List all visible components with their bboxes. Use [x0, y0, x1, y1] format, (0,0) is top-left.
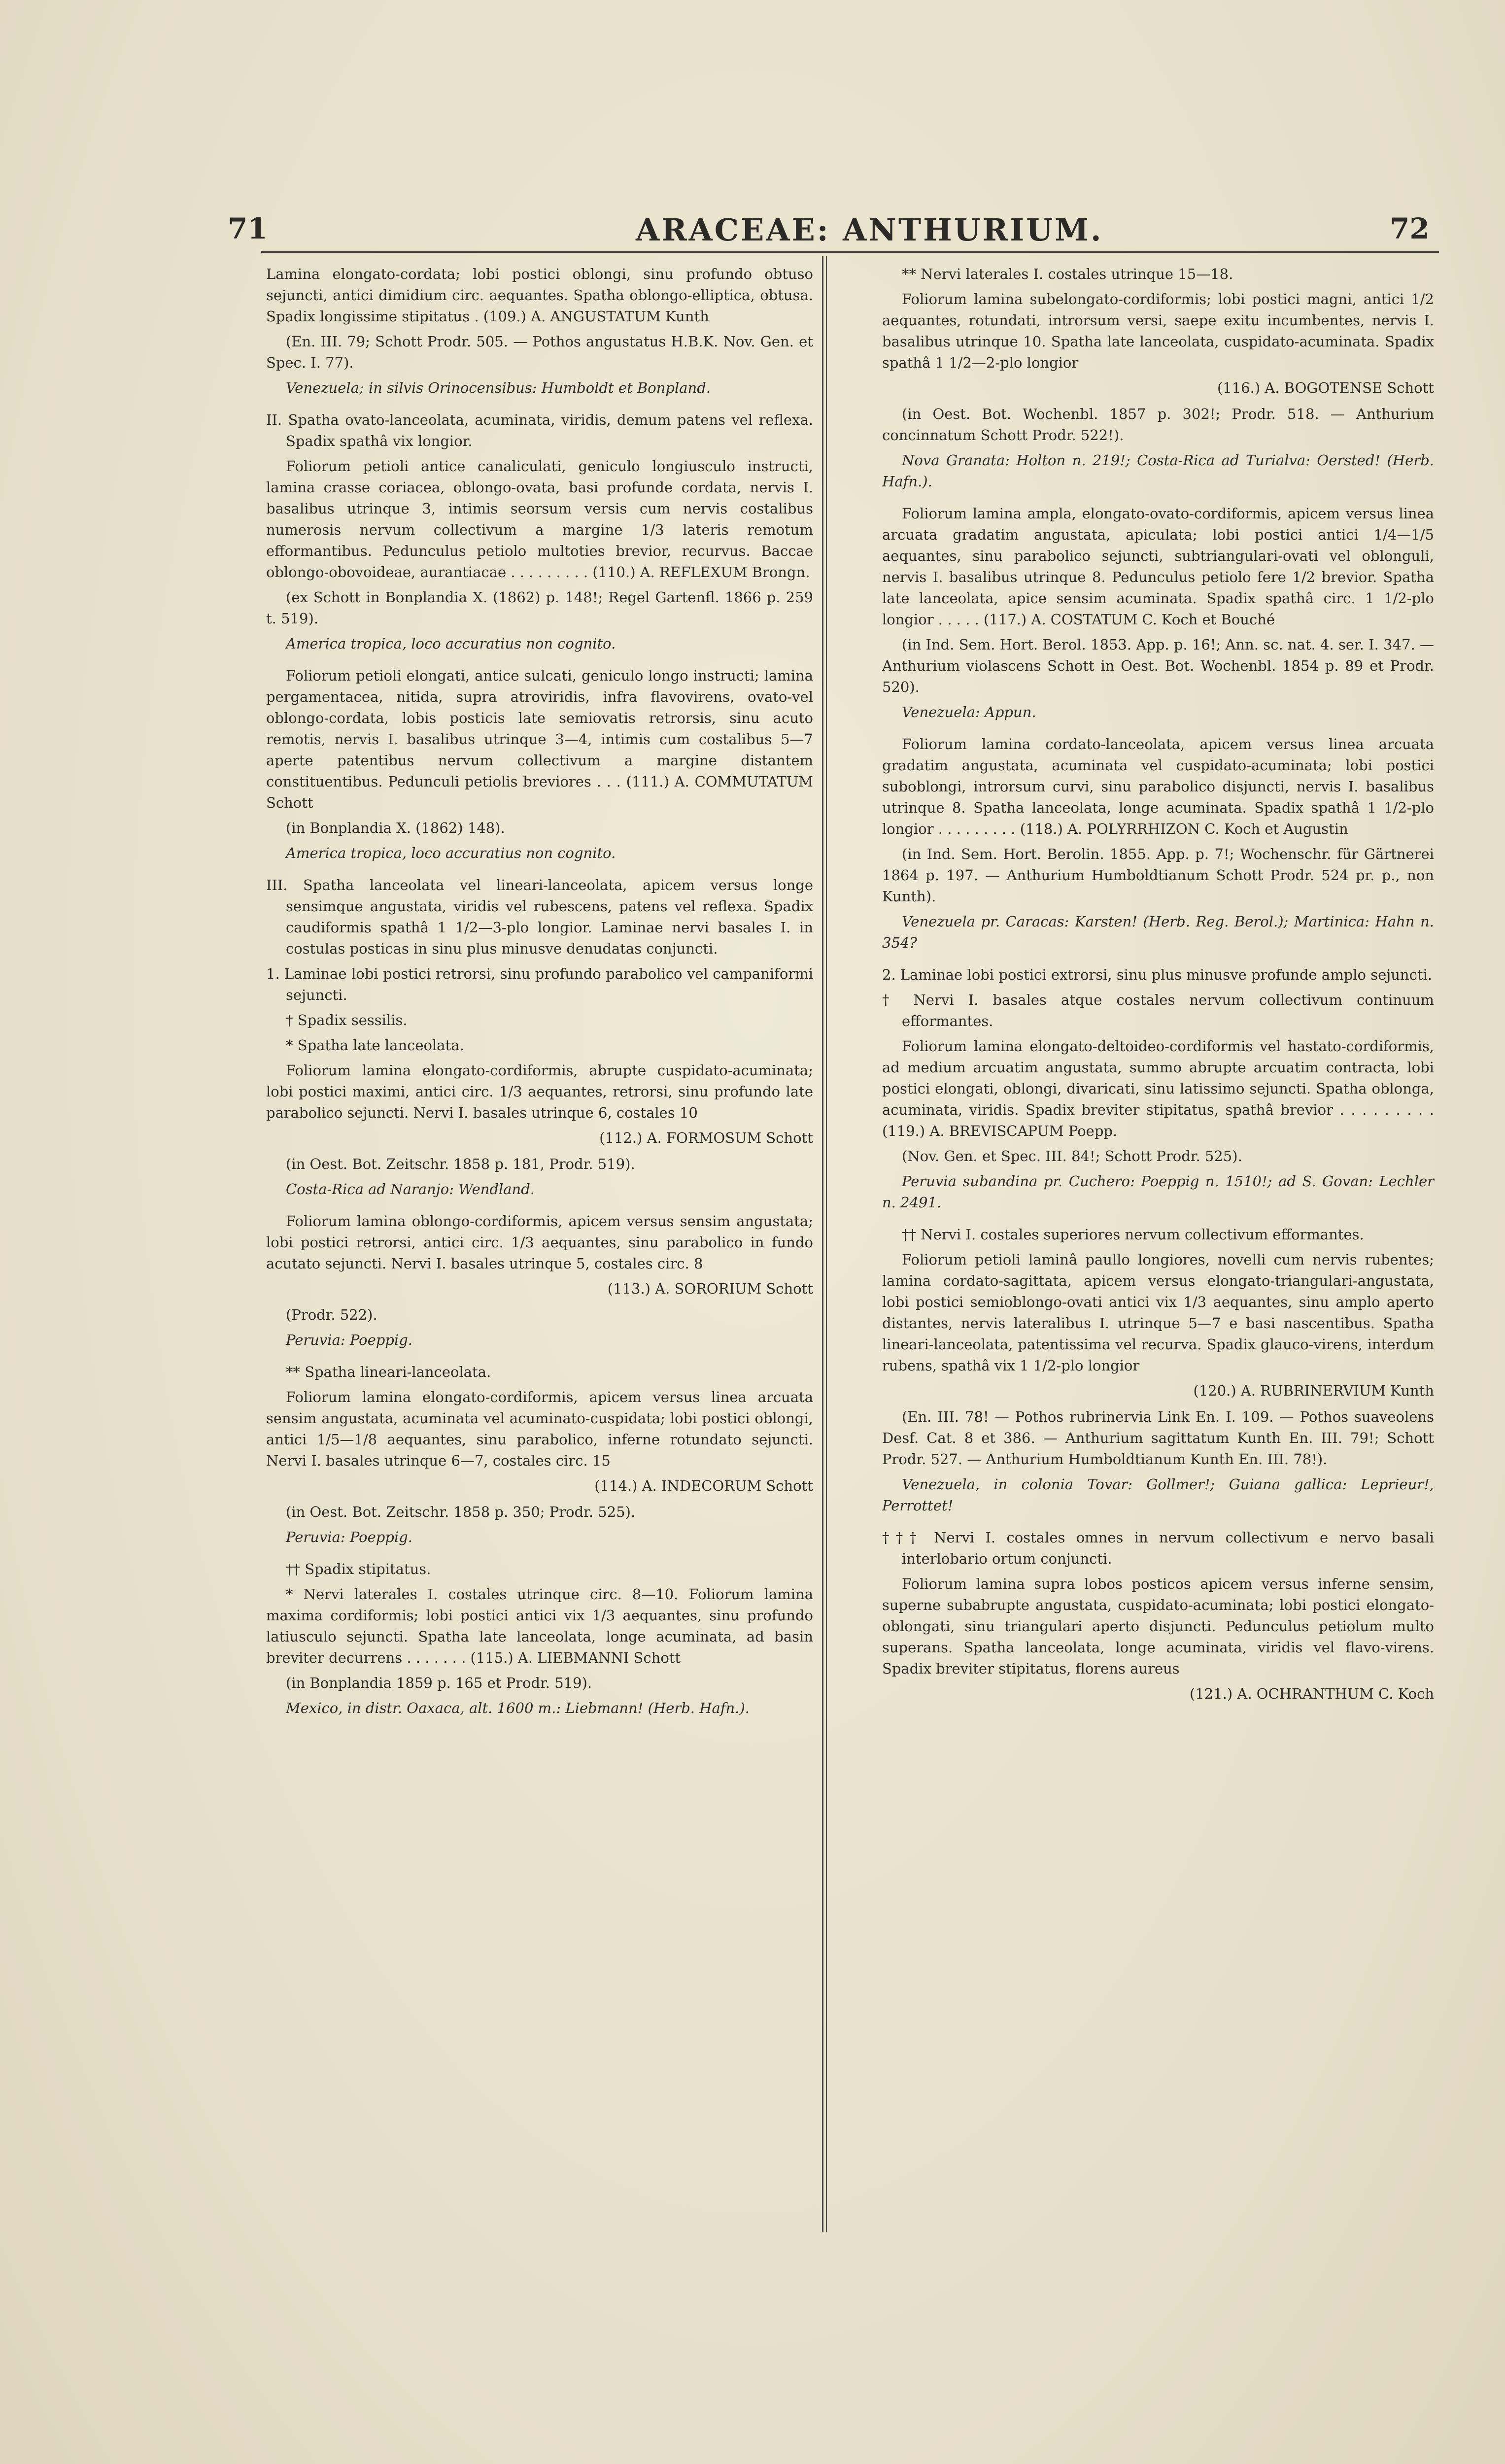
text-paragraph: Venezuela: Appun. [902, 704, 1036, 720]
text-paragraph: (113.) A. SORORIUM Schott [607, 1280, 813, 1297]
text-paragraph: Foliorum lamina oblongo-cordiformis, apicem versus sensim angustata; lobi postici retrorsi, antici circ. 1/3 aequantes, sinu parabolico in fundo acutato sejuncti. Nervi I. basales utrinque 5, costales circ. 8 [266, 1213, 813, 1272]
text-paragraph: ** Nervi laterales I. costales utrinque 15—18. [902, 266, 1233, 282]
text-paragraph: † Spadix sessilis. [286, 1012, 408, 1028]
text-paragraph: (Nov. Gen. et Spec. III. 84!; Schott Prodr. 525). [902, 1148, 1242, 1164]
left-page-number: 71 [228, 212, 268, 245]
text-paragraph: America tropica, loco accuratius non cognito. [286, 635, 616, 652]
text-paragraph: ** Spatha lineari-lanceolata. [286, 1364, 491, 1380]
text-paragraph: (ex Schott in Bonplandia X. (1862) p. 148!; Regel Gartenfl. 1866 p. 259 t. 519). [266, 589, 813, 627]
text-paragraph: (121.) A. OCHRANTHUM C. Koch [1189, 1685, 1434, 1702]
column-divider-double [826, 256, 827, 2232]
text-paragraph: 1. Laminae lobi postici retrorsi, sinu profundo parabolico vel campaniformi sejuncti. [266, 965, 813, 1003]
text-paragraph: * Nervi laterales I. costales utrinque circ. 8—10. Foliorum lamina maxima cordiformis; lobi postici antici vix 1/3 aequantes, sinu profundo latiusculo sejuncti. Spatha late lanceolata, longe acuminata, ad basin breviter decurrens . . . . . . . (115.) A. LIEBMANNI Schott [266, 1586, 813, 1666]
text-paragraph: Peruvia: Poeppig. [286, 1529, 412, 1545]
text-paragraph: III. Spatha lanceolata vel lineari-lanceolata, apicem versus longe sensimque angustata, viridis vel rubescens, patens vel reflexa. Spadix caudiformis spathâ 1 1/2—3-plo longior. Laminae nervi basales I. in costulas posticas in sinu plus minusve denudatas conjuncti. [266, 877, 813, 957]
text-paragraph: (En. III. 79; Schott Prodr. 505. — Pothos angustatus H.B.K. Nov. Gen. et Spec. I. 77). [266, 333, 813, 371]
text-paragraph: (in Oest. Bot. Wochenbl. 1857 p. 302!; Prodr. 518. — Anthurium concinnatum Schott Prodr. 522!). [882, 406, 1434, 444]
header-rule [261, 251, 1439, 253]
text-paragraph: (116.) A. BOGOTENSE Schott [1217, 379, 1434, 396]
text-paragraph: (120.) A. RUBRINERVIUM Kunth [1193, 1382, 1434, 1399]
text-paragraph: (in Oest. Bot. Zeitschr. 1858 p. 350; Prodr. 525). [286, 1504, 636, 1520]
text-paragraph: Lamina elongato-cordata; lobi postici oblongi, sinu profundo obtuso sejuncti, antici dimidium circ. aequantes. Spatha oblongo-elliptica, obtusa. Spadix longissime stipitatus . (109.) A. ANGUSTATUM Kunth [266, 266, 813, 325]
text-paragraph: Foliorum lamina subelongato-cordiformis; lobi postici magni, antici 1/2 aequantes, rotundati, introrsum versi, saepe exitu incumbentes, nervis I. basalibus utrinque 10. Spatha late lanceolata, cuspidato-acuminata. Spadix spathâ 1 1/2—2-plo longior [882, 291, 1434, 371]
right-page-number: 72 [1390, 212, 1430, 245]
text-paragraph: (En. III. 78! — Pothos rubrinervia Link En. I. 109. — Pothos suaveolens Desf. Cat. 8 et 386. — Anthurium sagittatum Kunth En. III. 79!; Schott Prodr. 527. — Anthurium Humboldtianum Kunth En. III. 78!). [882, 1408, 1434, 1468]
text-paragraph: Foliorum petioli antice canaliculati, geniculo longiusculo instructi, lamina crasse coriacea, oblongo-ovata, basi profunde cordata, nervis I. basalibus utrinque 3, intimis seorsum versis cum nervis costalibus numerosis nervum collectivum a margine 1/3 lateris remotum efformantibus. Pedunculus petiolo multoties brevior, recurvus. Baccae oblongo-obovoideae, aurantiacae . . . . . . . . . (110.) A. REFLEXUM Brongn. [266, 458, 813, 581]
text-paragraph: America tropica, loco accuratius non cognito. [286, 845, 616, 861]
right-column [882, 264, 1434, 1710]
text-paragraph: Nova Granata: Holton n. 219!; Costa-Rica ad Turialva: Oersted! (Herb. Hafn.). [882, 452, 1434, 490]
text-paragraph: †† Spadix stipitatus. [286, 1561, 431, 1577]
text-paragraph: ††† Nervi I. costales omnes in nervum collectivum e nervo basali interlobario ortum conjuncti. [882, 1529, 1434, 1567]
text-paragraph: (Prodr. 522). [286, 1306, 377, 1323]
text-paragraph: (in Bonplandia 1859 p. 165 et Prodr. 519). [286, 1675, 592, 1691]
text-paragraph: 2. Laminae lobi postici extrorsi, sinu plus minusve profunde amplo sejuncti. [882, 966, 1432, 983]
text-paragraph: Foliorum lamina ampla, elongato-ovato-cordiformis, apicem versus linea arcuata gradatim angustata, apiculata; lobi postici antici 1/4—1/5 aequantes, sinu parabolico sejuncti, subtriangulari-ovati vel oblonguli, nervis I. basalibus utrinque 8. Pedunculus petiolo fere 1/2 brevior. Spatha late lanceolata, apice sensim acuminata. Spadix spathâ circ. 1 1/2-plo longior . . . . . (117.) A. COSTATUM C. Koch et Bouché [882, 505, 1434, 628]
text-paragraph: Venezuela, in colonia Tovar: Gollmer!; Guiana gallica: Leprieur!, Perrottet! [882, 1476, 1434, 1514]
text-paragraph: (in Bonplandia X. (1862) 148). [286, 820, 505, 836]
text-paragraph: Foliorum lamina elongato-deltoideo-cordiformis vel hastato-cordiformis, ad medium arcuatim angustata, summo abrupte arcuatim contracta, lobi postici elongati, oblongi, divaricati, sinu latissimo sejuncti. Spatha oblonga, acuminata, viridis. Spadix breviter stipitatus, spathâ brevior . . . . . . . . . (119.) A. BREVISCAPUM Poepp. [882, 1038, 1434, 1139]
text-paragraph: Peruvia: Poeppig. [286, 1332, 412, 1348]
left-column [266, 264, 813, 1730]
text-paragraph: (114.) A. INDECORUM Schott [594, 1477, 813, 1494]
text-paragraph: Foliorum petioli elongati, antice sulcati, geniculo longo instructi; lamina pergamentacea, nitida, supra atroviridis, infra flavovirens, ovato-vel oblongo-cordata, lobis posticis late semiovatis retrorsis, sinu acuto remotis, nervis I. basalibus utrinque 3—4, intimis cum costalibus 5—7 aperte patentibus nervum collectivum a margine distantem constituentibus. Pedunculi petiolis breviores . . . (111.) A. COMMUTATUM Schott [266, 667, 813, 811]
column-divider [822, 256, 823, 2232]
text-paragraph: * Spatha late lanceolata. [286, 1037, 464, 1054]
text-paragraph: Costa-Rica ad Naranjo: Wendland. [286, 1181, 535, 1198]
text-paragraph: Venezuela; in silvis Orinocensibus: Humboldt et Bonpland. [286, 379, 711, 396]
text-paragraph: Foliorum lamina supra lobos posticos apicem versus inferne sensim, superne subabrupte angustata, cuspidato-acuminata; lobi postici elongato-oblongati, sinu triangulari aperto disjuncti. Pedunculus petiolum multo superans. Spatha lanceolata, longe acuminata, viridis vel flavo-virens. Spadix breviter stipitatus, florens aureus [882, 1575, 1434, 1677]
text-paragraph: Peruvia subandina pr. Cuchero: Poeppig n. 1510!; ad S. Govan: Lechler n. 2491. [882, 1173, 1434, 1211]
text-paragraph: Foliorum lamina cordato-lanceolata, apicem versus linea arcuata gradatim angustata, acuminata vel cuspidato-acuminata; lobi postici suboblongi, introrsum curvi, sinu parabolico disjuncti, nervis I. basalibus utrinque 8. Spatha lanceolata, longe acuminata. Spadix spathâ 1 1/2-plo longior . . . . . . . . . (118.) A. POLYRRHIZON C. Koch et Augustin [882, 736, 1434, 837]
text-paragraph: Venezuela pr. Caracas: Karsten! (Herb. Reg. Berol.); Martinica: Hahn n. 354? [882, 913, 1434, 951]
text-paragraph: Foliorum lamina elongato-cordiformis, apicem versus linea arcuata sensim angustata, acuminata vel acuminato-cuspidata; lobi postici oblongi, antici 1/5—1/8 aequantes, sinu parabolico, inferne rotundato sejuncti. Nervi I. basales utrinque 6—7, costales circ. 15 [266, 1389, 813, 1469]
running-title: ARACEAE: ANTHURIUM. [636, 212, 1103, 248]
text-paragraph: Mexico, in distr. Oaxaca, alt. 1600 m.: Liebmann! (Herb. Hafn.). [286, 1700, 750, 1716]
text-paragraph: † Nervi I. basales atque costales nervum collectivum continuum efformantes. [882, 992, 1434, 1029]
text-paragraph: (in Ind. Sem. Hort. Berol. 1853. App. p. 16!; Ann. sc. nat. 4. ser. I. 347. — Anthurium violascens Schott in Oest. Bot. Wochenbl. 1854 p. 89 et Prodr. 520). [882, 636, 1434, 695]
text-paragraph: (in Ind. Sem. Hort. Berolin. 1855. App. p. 7!; Wochenschr. für Gärtnerei 1864 p. 197. — Anthurium Humboldtianum Schott Prodr. 524 pr. p., non Kunth). [882, 846, 1434, 905]
text-paragraph: II. Spatha ovato-lanceolata, acuminata, viridis, demum patens vel reflexa. Spadix spathâ vix longior. [266, 411, 813, 449]
text-paragraph: (in Oest. Bot. Zeitschr. 1858 p. 181, Prodr. 519). [286, 1156, 635, 1172]
text-paragraph: †† Nervi I. costales superiores nervum collectivum efformantes. [902, 1226, 1364, 1243]
text-paragraph: Foliorum petioli laminâ paullo longiores, novelli cum nervis rubentes; lamina cordato-sagittata, apicem versus elongato-triangulari-angustata, lobi postici semioblongo-ovati antici vix 1/3 aequantes, sinu amplo aperto distantes, nervis lateralibus I. utrinque 5—7 e basi nascentibus. Spatha lineari-lanceolata, patentissima vel recurva. Spadix glauco-virens, interdum rubens, spathâ vix 1 1/2-plo longior [882, 1251, 1434, 1374]
text-paragraph: (112.) A. FORMOSUM Schott [599, 1129, 813, 1146]
text-paragraph: Foliorum lamina elongato-cordiformis, abrupte cuspidato-acuminata; lobi postici maximi, antici circ. 1/3 aequantes, retrorsi, sinu profundo late parabolico sejuncti. Nervi I. basales utrinque 6, costales 10 [266, 1062, 813, 1121]
